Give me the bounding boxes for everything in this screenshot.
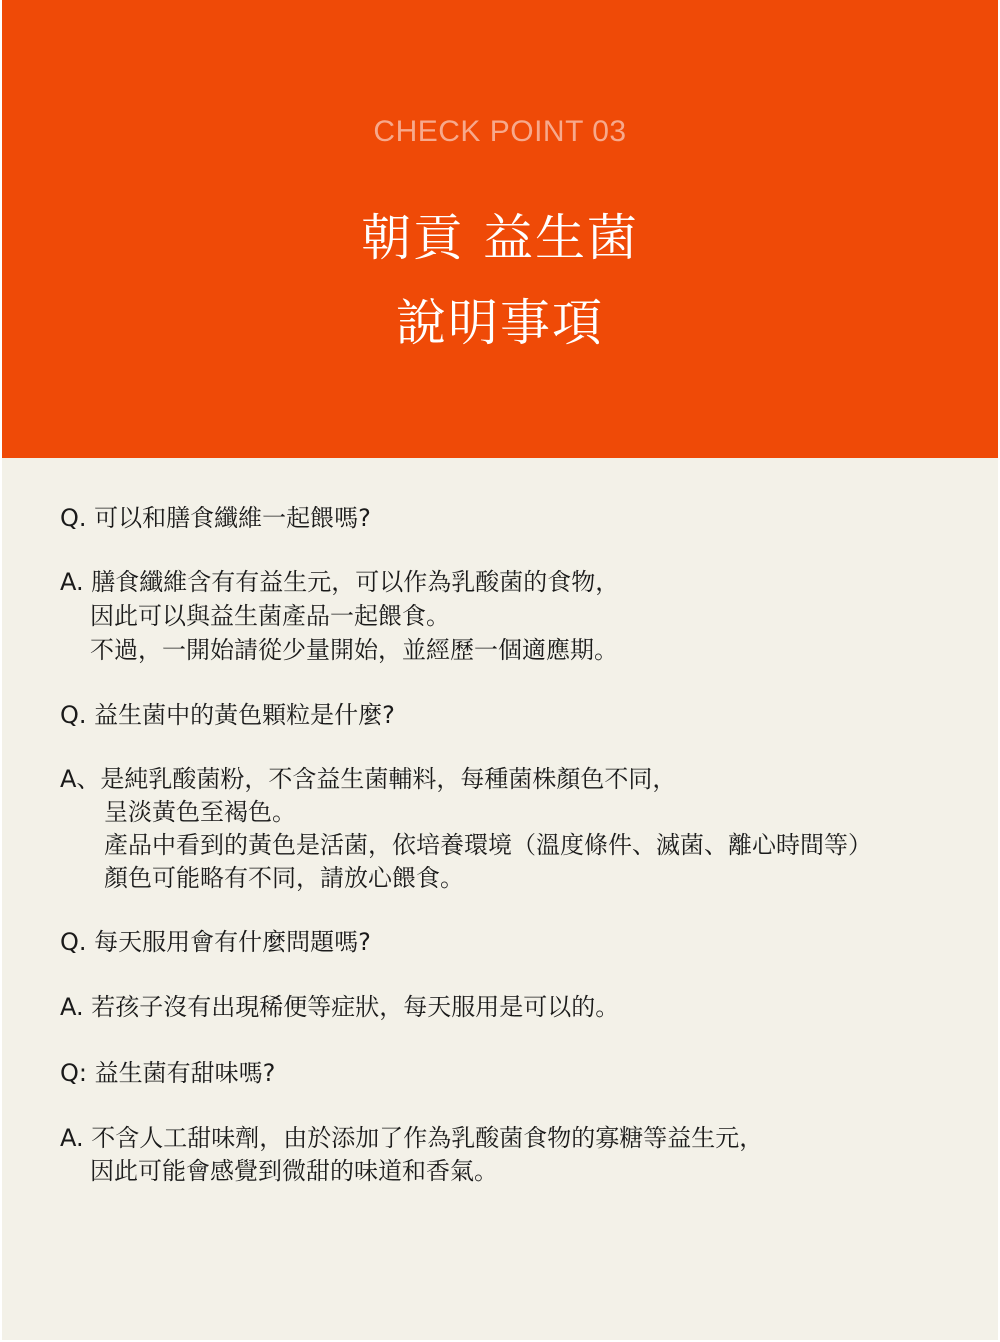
check-point-label: CHECK POINT 03: [373, 115, 627, 148]
faq-answer-2-line-1: A、是純乳酸菌粉，不含益生菌輔料，每種菌株顏色不同，: [60, 765, 677, 793]
faq-answer-2-line-4: 顏色可能略有不同，請放心餵食。: [104, 864, 464, 892]
faq-question-3: Q. 每天服用會有什麼問題嗎?: [60, 928, 371, 956]
faq-answer-4-line-2: 因此可能會感覺到微甜的味道和香氣。: [90, 1157, 498, 1185]
faq-question-2: Q. 益生菌中的黃色顆粒是什麼?: [60, 701, 395, 729]
faq-answer-1-line-1: A. 膳食纖維含有有益生元，可以作為乳酸菌的食物，: [60, 568, 620, 596]
faq-answer-1-line-2: 因此可以與益生菌產品一起餵食。: [90, 602, 450, 630]
page-canvas: [2, 0, 998, 1340]
faq-question-4: Q: 益生菌有甜味嗎?: [60, 1059, 276, 1087]
page-title-line-2: 說明事項: [396, 294, 604, 352]
faq-answer-4-line-1: A. 不含人工甜味劑，由於添加了作為乳酸菌食物的寡糖等益生元，: [60, 1124, 764, 1152]
faq-answer-1-line-3: 不過，一開始請從少量開始，並經歷一個適應期。: [90, 636, 618, 664]
page-title-line-1: 朝貢 益生菌: [361, 209, 639, 267]
faq-answer-2-line-2: 呈淡黃色至褐色。: [104, 798, 296, 826]
faq-answer-3-line-1: A. 若孩子沒有出現稀便等症狀，每天服用是可以的。: [60, 993, 620, 1021]
faq-answer-2-line-3: 產品中看到的黃色是活菌，依培養環境（溫度條件、滅菌、離心時間等）: [104, 831, 872, 859]
header-banner: [2, 0, 998, 458]
faq-question-1: Q. 可以和膳食纖維一起餵嗎?: [60, 504, 371, 532]
